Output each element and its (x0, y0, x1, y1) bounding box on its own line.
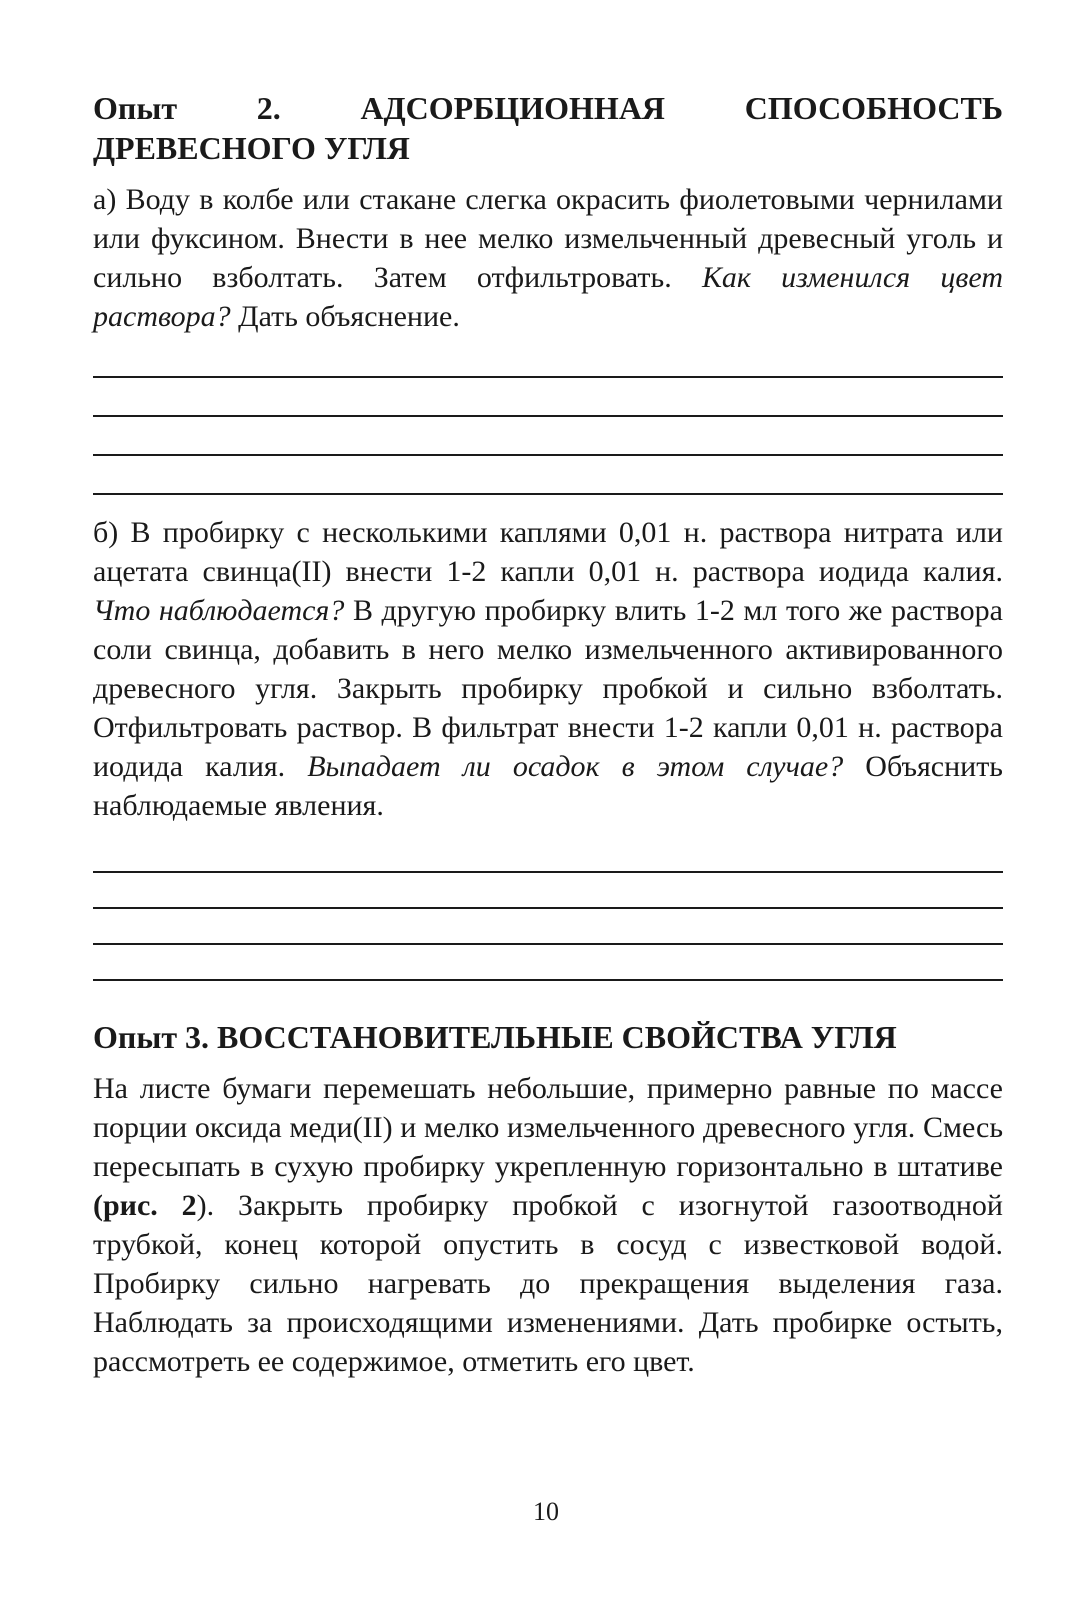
heading-word: Опыт (93, 90, 178, 126)
heading-line2: ДРЕВЕСНОГО УГЛЯ (93, 130, 410, 166)
paragraph-tail: Объяснить наблюдаемые явления. (93, 750, 1003, 822)
page-number: 10 (533, 1497, 559, 1526)
answer-lines-2b (93, 871, 1003, 981)
experiment-2b-paragraph (93, 513, 1003, 825)
question-text: Как изменился цвет раствора? (93, 261, 1003, 333)
paragraph-text: б) В пробирку с несколькими каплями 0,01 н. раствора нитрата или ацетата свинца(II) внести 1-2 капли 0,01 н. раствора иодида калия. (93, 516, 1003, 588)
heading-word: АДСОРБЦИОННАЯ (360, 90, 666, 126)
answer-line[interactable] (93, 979, 1003, 981)
page-content (93, 88, 1003, 1381)
experiment-2-heading (93, 88, 1003, 168)
answer-lines-2a (93, 376, 1003, 495)
answer-line[interactable] (93, 454, 1003, 456)
paragraph-text: В другую пробирку влить 1-2 мл того же раствора соли свинца, добавить в него мелко измельченного активированного древесного угля. Закрыть пробирку пробкой и сильно взболтать. Отфильтровать раствор. В фильтрат внести 1-2 капли 0,01 н. раствора иодида калия. (93, 594, 1003, 783)
answer-line[interactable] (93, 907, 1003, 909)
paragraph-text: а) Воду в колбе или стакане слегка окрасить фиолетовыми чернилами или фуксином. Внести в нее мелко измельченный древесный уголь и сильно взболтать. Затем отфильтровать. (93, 183, 1003, 294)
answer-line[interactable] (93, 943, 1003, 945)
figure-reference: (рис. 2 (93, 1189, 197, 1222)
heading-word: СПОСОБНОСТЬ (744, 90, 1003, 126)
paragraph-tail: Дать объяснение. (238, 300, 460, 333)
answer-line[interactable] (93, 871, 1003, 873)
experiment-3-paragraph (93, 1069, 1003, 1381)
experiment-2a-paragraph (93, 180, 1003, 336)
experiment-3-heading: Опыт 3. ВОССТАНОВИТЕЛЬНЫЕ СВОЙСТВА УГЛЯ (93, 1019, 897, 1055)
paragraph-text: ). Закрыть пробирку пробкой с изогнутой газоотводной трубкой, конец которой опустить в сосуд с известковой водой. Пробирку сильно нагревать до прекращения выделения газа. Наблюдать за происходящими изменениями. Дать пробирке остыть, рассмотреть ее содержимое, отметить его цвет. (93, 1189, 1003, 1378)
paragraph-text: На листе бумаги перемешать небольшие, примерно равные по массе порции оксида меди(II) и мелко измельченного древесного угля. Смесь пересыпать в сухую пробирку укрепленную горизонтально в штативе (93, 1072, 1003, 1183)
question-text: Выпадает ли осадок в этом случае? (307, 750, 844, 783)
answer-line[interactable] (93, 493, 1003, 495)
answer-line[interactable] (93, 415, 1003, 417)
heading-word: 2. (256, 90, 281, 126)
question-text: Что наблюдается? (93, 594, 345, 627)
answer-line[interactable] (93, 376, 1003, 378)
